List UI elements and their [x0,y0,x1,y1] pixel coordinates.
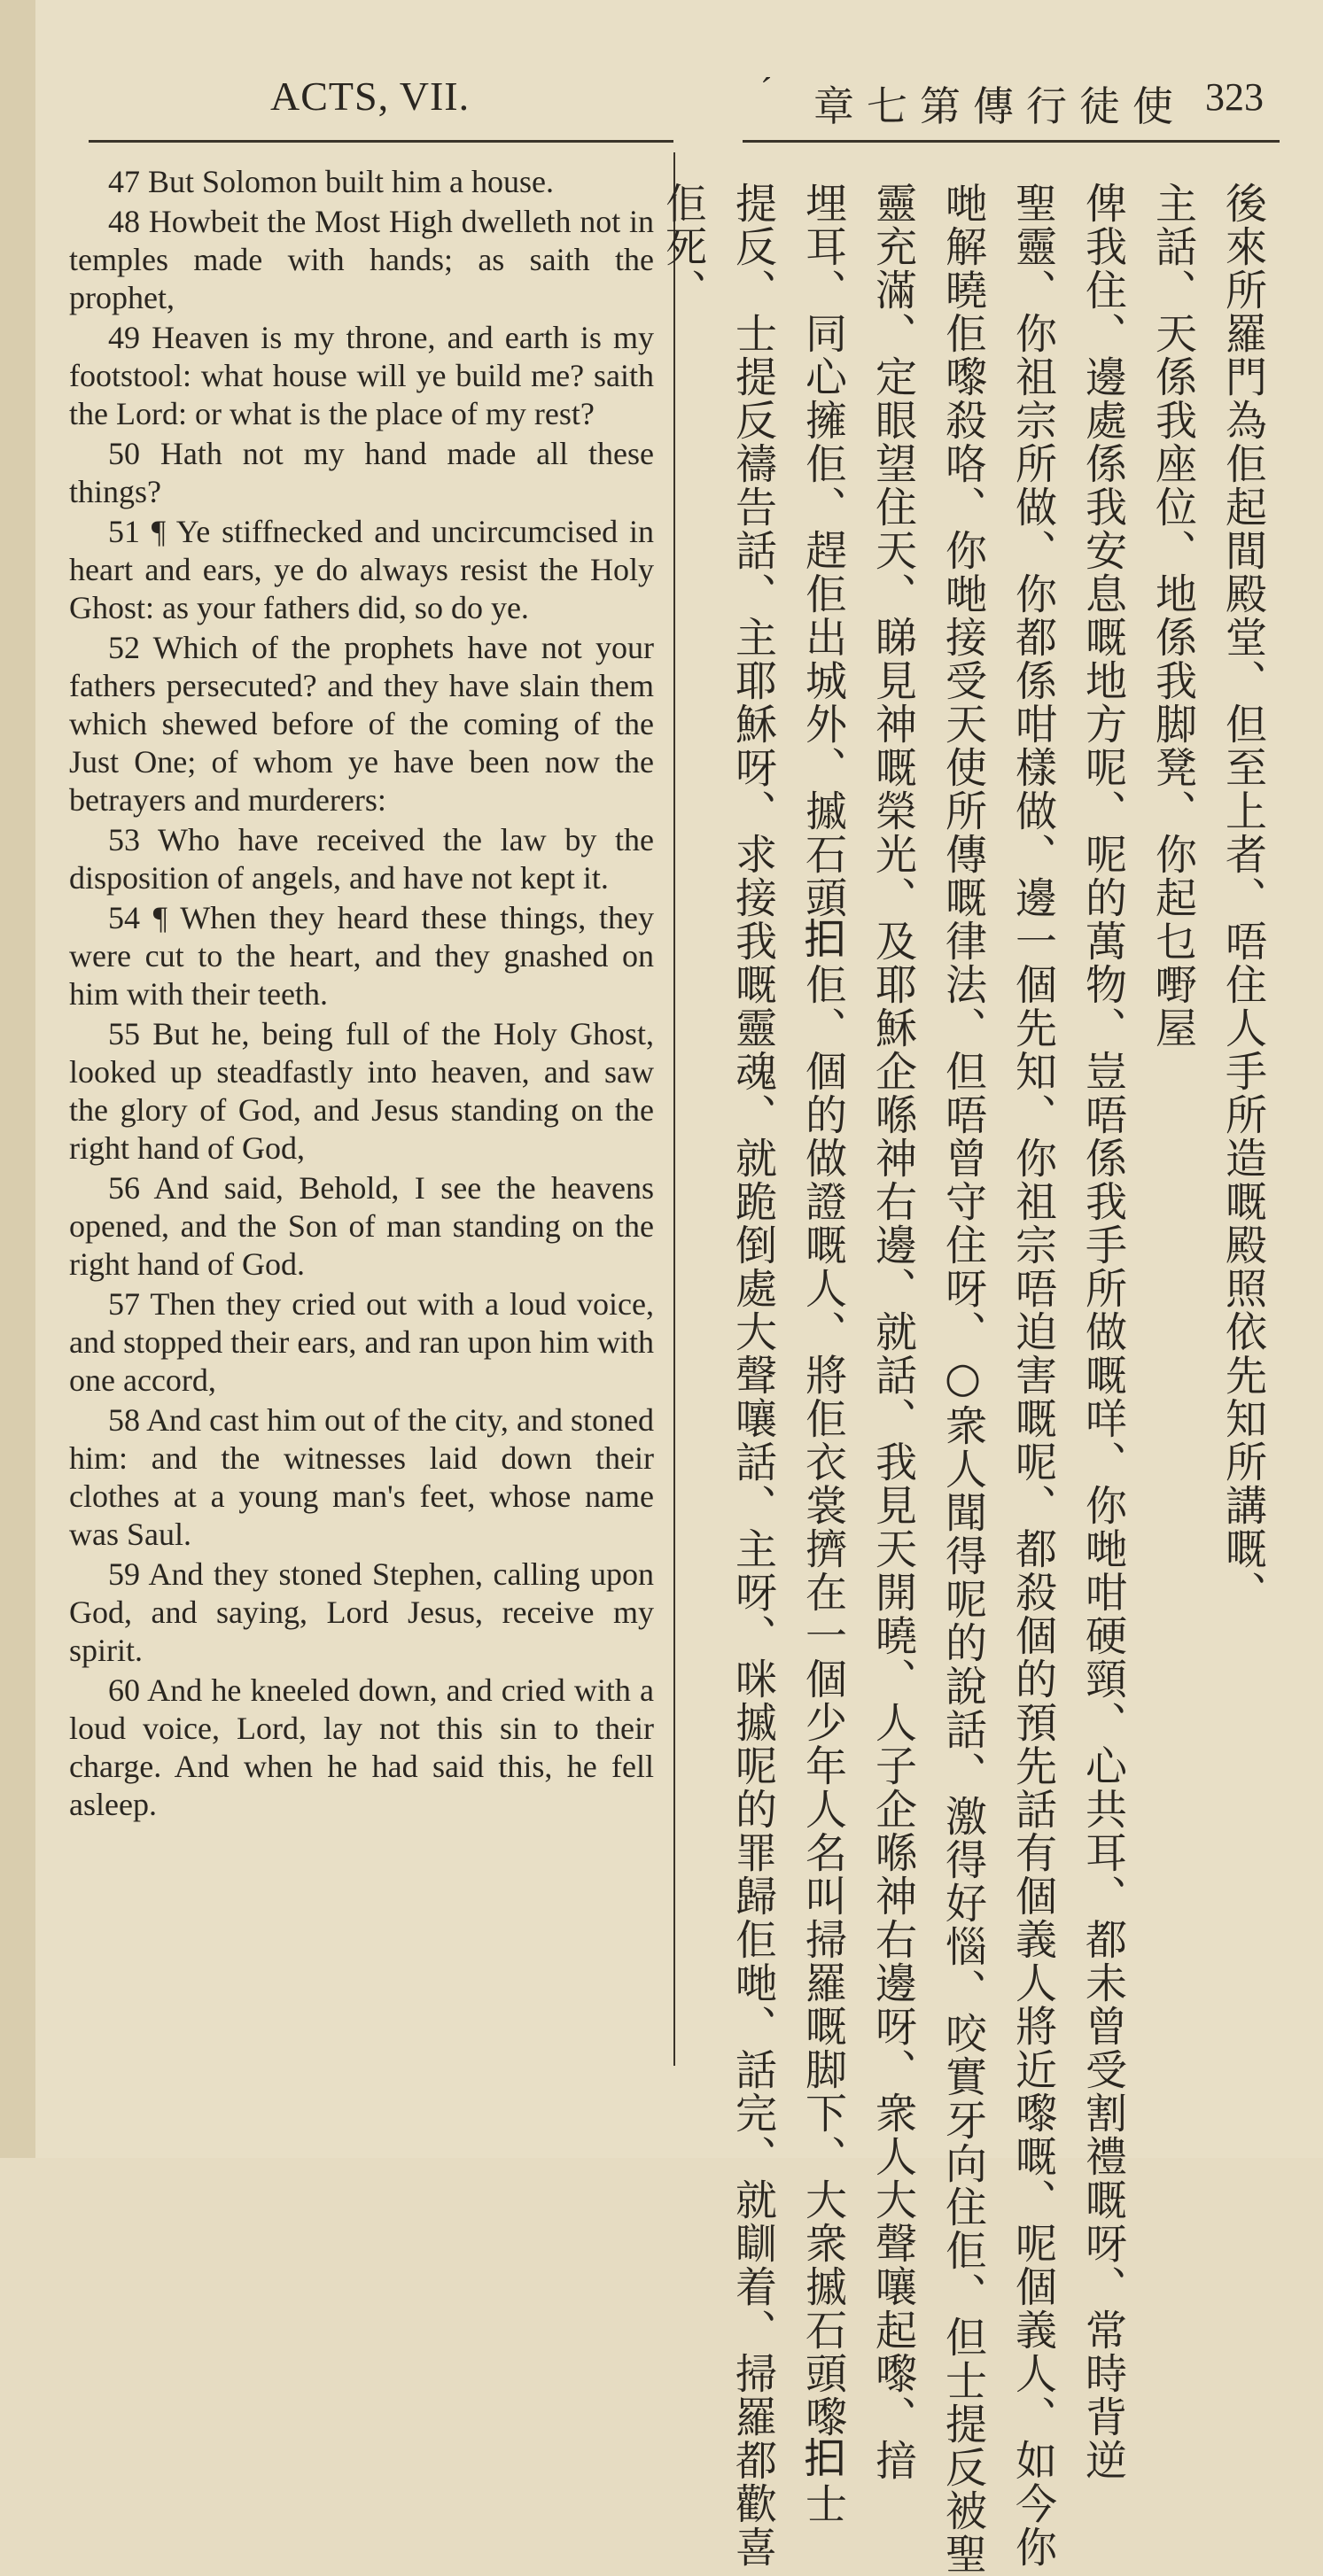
verse-54: 54 ¶ When they heard these things, they were cut to the heart, and they gnashed on him with their teeth. [69,900,655,1012]
verse-51: 51 ¶ Ye stiffnecked and uncircumcised in heart and ears, ye do always resist the Holy Ghost: as your fathers did, so do ye. [69,514,655,625]
verse-52: 52 Which of the prophets have not your fathers persecuted? and they have slain them which shewed before of the coming of the Just One; of whom ye have been now the betrayers and murderers: [69,630,654,818]
chinese-line: 提反、士提反禱告話、主耶穌呀、求接我嘅靈魂、就跪倒處大聲嚷話、主呀、咪摵呢的罪歸佢哋、話完、就瞓着、掃羅都歡喜 [728,182,777,2569]
verse-59: 59 And they stoned Stephen, calling upon God, and saying, Lord Jesus, receive my spirit. [69,1556,654,1668]
verse-58: 58 And cast him out of the city, and stoned him: and the witnesses laid down their clothes at a young man's feet, whose name was Saul. [69,1402,654,1552]
chinese-line: 俾我住、邊處係我安息嘅地方呢、呢的萬物、豈唔係我手所做嘅咩、你哋咁硬頸、心共耳、都未曾受割禮嘅呀、常時背逆 [1078,182,1127,2482]
verse-48: 48 Howbeit the Most High dwelleth not in temples made with hands; as saith the prophet, [69,204,655,315]
verse-55: 55 But he, being full of the Holy Ghost, looked up steadfastly into heaven, and saw the glory of God, and Jesus standing on the right hand of God, [69,1016,654,1166]
page-number: 323 [1205,75,1264,119]
verse-56: 56 And said, Behold, I see the heavens opened, and the Son of man standing on the right hand of God. [69,1170,654,1282]
verse-53: 53 Who have received the law by the disposition of angels, and have not kept it. [69,822,654,896]
chinese-line: 佢死、 [658,182,707,312]
verse-50: 50 Hath not my hand made all these things? [69,436,654,509]
running-head-english: ACTS, VII. [270,74,471,119]
chinese-line: 聖靈、你祖宗所做、你都係咁樣做、邊一個先知、你祖宗唔迫害嘅呢、都殺個的預先話有個義人將近嚟嘅、呢個義人、如今你 [1008,182,1057,2569]
chinese-text-column [658,182,1278,2576]
chinese-line: 哋解曉佢嚟殺咯、你哋接受天使所傳嘅律法、但唔曾守住呀、○衆人聞得呢的說話、激得好惱、咬實牙向住佢、但士提反被聖 [938,182,987,2576]
chinese-line: 埋耳、同心擁佢、趕佢出城外、摵石頭𢪏佢、個的做證嘅人、將佢衣裳擠在一個少年人名叫掃羅嘅脚下、大衆摵石頭嚟𢪏士 [798,182,847,2526]
verse-47: 47 But Solomon built him a house. [108,164,555,199]
header-rule-right [743,140,1280,143]
english-text-column [69,163,654,1826]
chinese-line: 主話、天係我座位、地係我脚凳、你起乜嘢屋 [1148,182,1197,1050]
verse-57: 57 Then they cried out with a loud voice, and stopped their ears, and ran upon him with one accord, [69,1286,654,1398]
verse-60: 60 And he kneeled down, and cried with a loud voice, Lord, lay not this sin to their charge. And when he had said this, he fell asleep. [69,1672,655,1822]
header-rule-left [89,140,673,143]
running-head-mark: ˊ [760,70,773,110]
verse-49: 49 Heaven is my throne, and earth is my footstool: what house will ye build me? saith the Lord: or what is the place of my rest? [69,320,655,431]
chinese-line: 後來所羅門為佢起間殿堂、但至上者、唔住人手所造嘅殿照依先知所講嘅、 [1218,182,1267,1614]
running-head-chinese: 章七第傳行徒使 [813,82,1186,130]
chinese-line: 靈充滿、定眼望住天、睇見神嘅榮光、及耶穌企喺神右邊、就話、我見天開曉、人子企喺神右邊呀、衆人大聲嚷起嚟、揞 [868,182,917,2482]
